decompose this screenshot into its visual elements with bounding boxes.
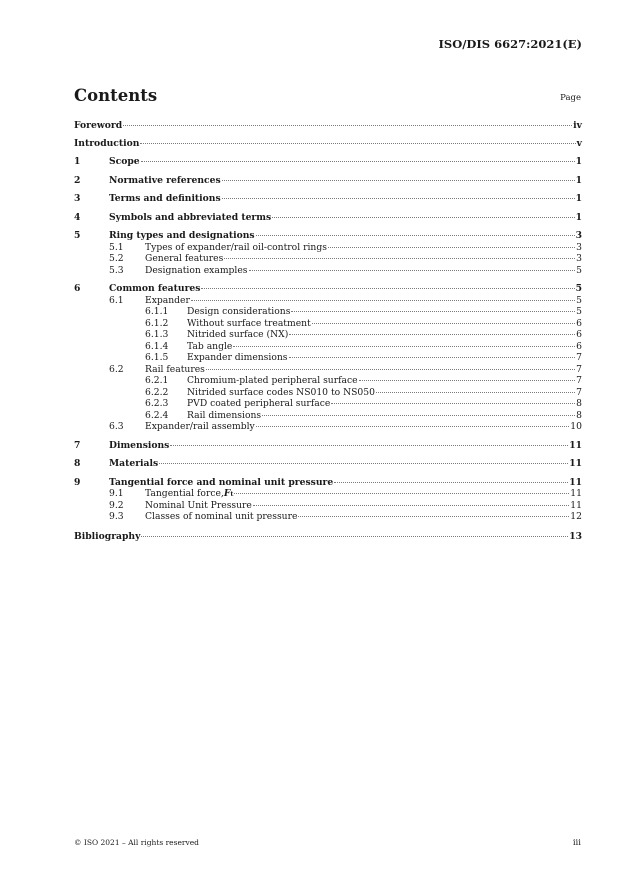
toc-entry-number: 3 [74,193,81,204]
toc-entry-number: 5 [74,230,81,241]
toc-entry-number: 6.1 [109,294,124,306]
dot-leader [141,161,575,162]
dot-leader [234,493,569,494]
toc-entry-page: 3 [575,230,582,241]
toc-entry-number: 2 [74,174,81,186]
toc-entry-title: Expander [145,294,190,306]
toc-entry-page: 11 [569,458,582,469]
toc-entry-page: 6 [576,340,582,352]
dot-leader [201,288,574,289]
toc-entry[interactable] [74,265,582,277]
toc-entry-number: 9 [74,476,81,488]
toc-entry-number: 6.2.1 [145,375,169,386]
toc-entry-page: 12 [570,511,582,522]
toc-entry-page: 7 [576,375,582,386]
toc-entry[interactable] [74,477,582,489]
page-number: iii [572,838,581,848]
toc-entry-number: 5.3 [109,264,124,276]
toc-entry-number: 9.2 [109,499,124,511]
toc-entry[interactable] [74,120,582,132]
toc-entry-number: 9.3 [109,511,124,522]
dot-leader [206,369,575,370]
toc-entry-number: 6.2 [109,363,124,375]
table-of-contents [74,120,582,542]
toc-entry-title: Terms and definitions [109,193,221,204]
toc-entry-page: 3 [576,241,582,253]
toc-entry-title: Nitrided surface (NX) [187,329,289,340]
toc-entry[interactable] [74,156,582,168]
toc-entry-title: Common features [109,283,201,294]
toc-entry-number: 6.2.3 [145,398,169,409]
toc-entry-page: 10 [570,421,582,432]
toc-entry-title: Expander/rail assembly [145,421,255,432]
dot-leader [334,482,568,483]
dot-leader [359,380,576,381]
toc-entry[interactable] [74,212,582,224]
toc-entry-title: Without surface treatment [187,317,311,329]
toc-entry-title: Dimensions [109,439,170,451]
toc-entry-page: iv [573,120,582,131]
toc-entry-title: Rail dimensions [187,409,262,421]
toc-entry-title: Bibliography [74,530,141,542]
toc-entry-page: 11 [570,488,582,499]
dot-leader [233,346,575,347]
toc-entry[interactable] [74,175,582,187]
toc-entry-title: Symbols and abbreviated terms [109,211,272,223]
toc-entry-title: Tab angle [187,340,233,352]
toc-entry-page: 11 [569,439,582,451]
toc-entry[interactable] [74,193,582,205]
toc-entry-title: Rail features [145,363,205,375]
toc-entry[interactable] [74,242,582,254]
toc-entry-page: 1 [575,193,582,204]
toc-entry-page: 11 [570,499,582,511]
dot-leader [289,357,576,358]
toc-entry[interactable] [74,138,582,150]
dot-leader [253,505,569,506]
toc-entry-symbol: F [223,488,231,499]
toc-entry[interactable] [74,329,582,341]
dot-leader [262,415,575,416]
toc-entry-number: 7 [74,439,81,451]
toc-entry-title: Tangential force, [145,488,224,499]
document-id: ISO/DIS 6627:2021(E) [438,37,582,51]
toc-entry-page: v [576,137,582,149]
toc-entry-page: 8 [576,409,582,421]
toc-entry[interactable] [74,364,582,376]
toc-entry[interactable] [74,295,582,307]
toc-entry[interactable] [74,531,582,543]
toc-entry-number: 6.1.4 [145,340,169,352]
toc-entry-page: 1 [575,156,582,167]
dot-leader [224,258,575,259]
toc-entry[interactable] [74,306,582,318]
toc-entry-number: 6.1.5 [145,352,169,363]
toc-entry-number: 6.3 [109,421,124,432]
toc-entry-title: Tangential force and nominal unit pressure [109,476,334,488]
toc-entry[interactable] [74,253,582,265]
toc-entry-number: 4 [74,211,81,223]
toc-entry-number: 6 [74,283,81,294]
toc-entry-number: 8 [74,458,81,469]
toc-entry-page: 3 [576,253,582,264]
toc-entry-page: 7 [576,352,582,363]
copyright-notice: © ISO 2021 – All rights reserved [74,838,199,847]
toc-entry-title: Foreword [74,120,123,131]
toc-entry[interactable] [74,440,582,452]
dot-leader [191,300,575,301]
toc-entry-number: 6.1.1 [145,306,169,317]
dot-leader [256,426,570,427]
toc-entry[interactable] [74,318,582,330]
toc-entry[interactable] [74,398,582,410]
toc-entry-title: Nitrided surface codes NS010 to NS050 [187,386,375,398]
dot-leader [256,235,575,236]
contents-title: Contents [74,86,158,105]
toc-entry-title: Introduction [74,137,140,149]
toc-entry-page: 11 [569,476,582,488]
toc-entry-page: 5 [575,283,582,294]
toc-entry-title: Design considerations [187,306,291,317]
dot-leader [298,516,569,517]
toc-entry-page: 5 [576,294,582,306]
toc-entry-page: 5 [576,306,582,317]
toc-entry-number: 9.1 [109,488,124,499]
dot-leader [249,270,576,271]
toc-entry[interactable] [74,511,582,523]
toc-entry-title: Classes of nominal unit pressure [145,511,298,522]
dot-leader [170,445,568,446]
toc-entry-number: 6.1.3 [145,329,169,340]
toc-entry-number: 6.2.2 [145,386,169,398]
toc-entry[interactable] [74,387,582,399]
dot-leader [291,311,575,312]
dot-leader [328,247,575,248]
dot-leader [159,463,568,464]
toc-entry-title: Materials [109,458,159,469]
dot-leader [222,198,575,199]
toc-entry[interactable] [74,410,582,422]
dot-leader [312,323,575,324]
dot-leader [272,217,574,218]
toc-entry-title: Nominal Unit Pressure [145,499,252,511]
toc-entry-page: 8 [576,398,582,409]
toc-entry-number: 1 [74,156,81,167]
toc-entry-page: 6 [576,329,582,340]
toc-entry-symbol-subscript: t [230,490,234,498]
toc-entry-title: Ring types and designations [109,230,255,241]
toc-entry-title: Designation examples [145,264,248,276]
toc-entry-title: PVD coated peripheral surface [187,398,331,409]
toc-entry-page: 13 [569,530,582,542]
dot-leader [123,125,572,126]
dot-leader [222,180,575,181]
dot-leader [331,403,575,404]
toc-entry[interactable] [74,421,582,433]
toc-entry-number: 5.2 [109,253,124,264]
toc-entry-number: 6.1.2 [145,317,169,329]
toc-entry-title: General features [145,253,224,264]
toc-entry-page: 6 [576,317,582,329]
toc-entry-number: 5.1 [109,241,124,253]
toc-entry[interactable] [74,500,582,512]
toc-entry-page: 1 [575,211,582,223]
dot-leader [289,334,575,335]
toc-entry[interactable] [74,488,582,500]
page-column-label: Page [560,93,581,103]
toc-entry[interactable] [74,341,582,353]
dot-leader [376,392,575,393]
dot-leader [140,143,575,144]
toc-entry-title: Expander dimensions [187,352,288,363]
toc-entry-page: 7 [576,363,582,375]
toc-entry-number: 6.2.4 [145,409,169,421]
toc-entry-page: 1 [575,174,582,186]
toc-entry[interactable] [74,458,582,470]
toc-entry[interactable] [74,283,582,295]
toc-entry[interactable] [74,230,582,242]
toc-entry[interactable] [74,375,582,387]
dot-leader [141,536,568,537]
toc-entry-title: Chromium-plated peripheral surface [187,375,358,386]
toc-entry-title: Normative references [109,174,221,186]
toc-entry-title: Scope [109,156,140,167]
toc-entry-title: Types of expander/rail oil-control rings [145,241,327,253]
toc-entry-page: 5 [576,264,582,276]
toc-entry-page: 7 [576,386,582,398]
toc-entry[interactable] [74,352,582,364]
